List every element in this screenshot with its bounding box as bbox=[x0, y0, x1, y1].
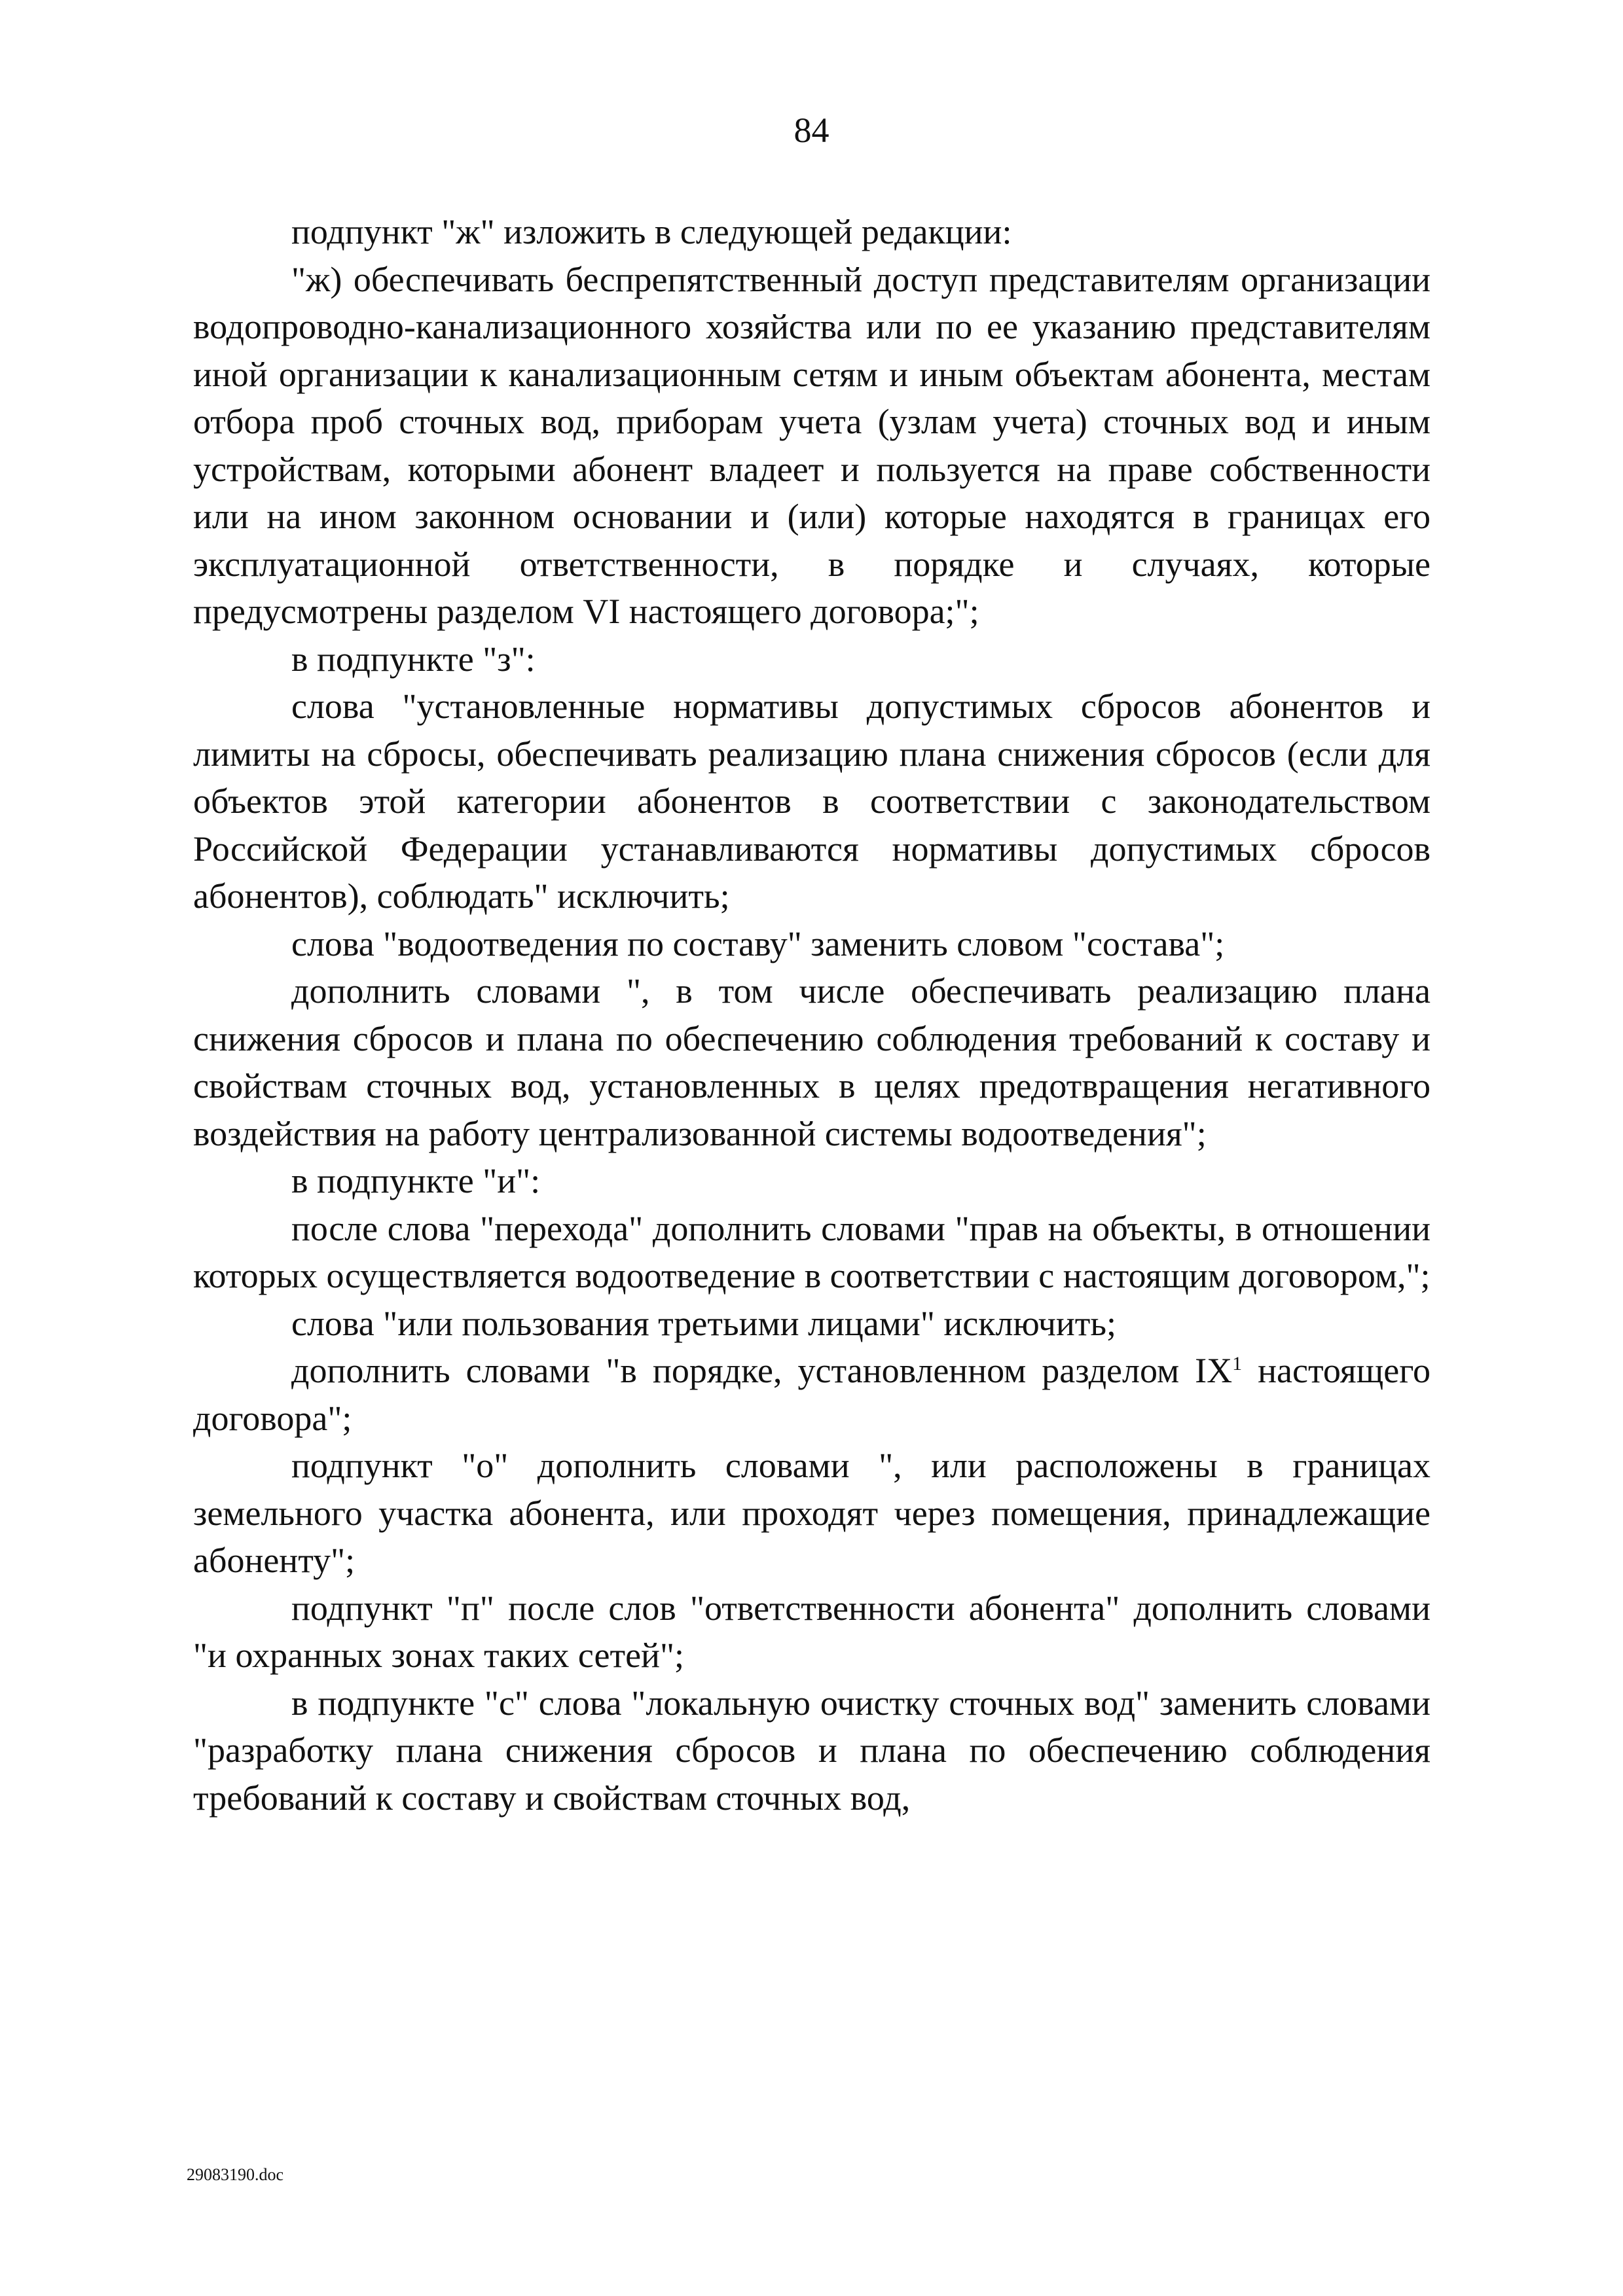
paragraph: после слова "перехода" дополнить словами "прав на объекты, в отношении которых осуществляется водоотведение в соответствии с настоящим договором,"; bbox=[193, 1208, 1431, 1295]
document-file-code: 29083190.doc bbox=[187, 2165, 284, 2184]
paragraph: подпункт "ж" изложить в следующей редакции: bbox=[291, 212, 1012, 251]
paragraph-section-ix bbox=[193, 1347, 1431, 1442]
paragraph: слова "установленные нормативы допустимых сбросов абонентов и лимиты на сбросы, обеспечивать реализацию плана снижения сбросов (если для объектов этой категории абонентов в соответствии с законодательством Российской Федерации устанавливаются нормативы допустимых сбросов абонентов), соблюдать" исключить; bbox=[193, 687, 1431, 916]
page-number: 84 bbox=[793, 111, 830, 150]
superscript: 1 bbox=[1232, 1353, 1243, 1374]
paragraph: слова "или пользования третьими лицами" исключить; bbox=[291, 1303, 1116, 1343]
paragraph: в подпункте "и": bbox=[291, 1161, 541, 1200]
paragraph: слова "водоотведения по составу" заменить словом "состава"; bbox=[291, 924, 1225, 963]
paragraph: в подпункте "с" слова "локальную очистку сточных вод" заменить словами "разработку плана снижения сбросов и плана по обеспечению соблюдения требований к составу и свойствам сточных вод, bbox=[193, 1683, 1431, 1818]
paragraph: дополнить словами ", в том числе обеспечивать реализацию плана снижения сбросов и плана по обеспечению соблюдения требований к составу и свойствам сточных вод, установленных в целях предотвращения негативного воздействия на работу централизованной системы водоотведения"; bbox=[193, 971, 1431, 1153]
paragraph-text: дополнить словами "в порядке, установленном разделом IX bbox=[291, 1351, 1233, 1390]
paragraph: в подпункте "з": bbox=[291, 639, 536, 679]
paragraph: "ж) обеспечивать беспрепятственный доступ представителям организации водопроводно-канализационного хозяйства или по ее указанию представителям иной организации к канализационным сетям и иным объектам абонента, местам отбора проб сточных вод, приборам учета (узлам учета) сточных вод и иным устройствам, которыми абонент владеет и пользуется на праве собственности или на ином законном основании и (или) которые находятся в границах его эксплуатационной ответственности, в порядке и случаях, которые предусмотрены разделом VI настоящего договора;"; bbox=[193, 259, 1431, 631]
paragraph: подпункт "п" после слов "ответственности абонента" дополнить словами "и охранных зонах таких сетей"; bbox=[193, 1588, 1431, 1675]
document-body bbox=[193, 208, 1431, 1821]
paragraph: подпункт "о" дополнить словами ", или расположены в границах земельного участка абонента, или проходят через помещения, принадлежащие абоненту"; bbox=[193, 1446, 1431, 1580]
paragraph-text: настоящего договора"; bbox=[193, 1351, 1431, 1438]
